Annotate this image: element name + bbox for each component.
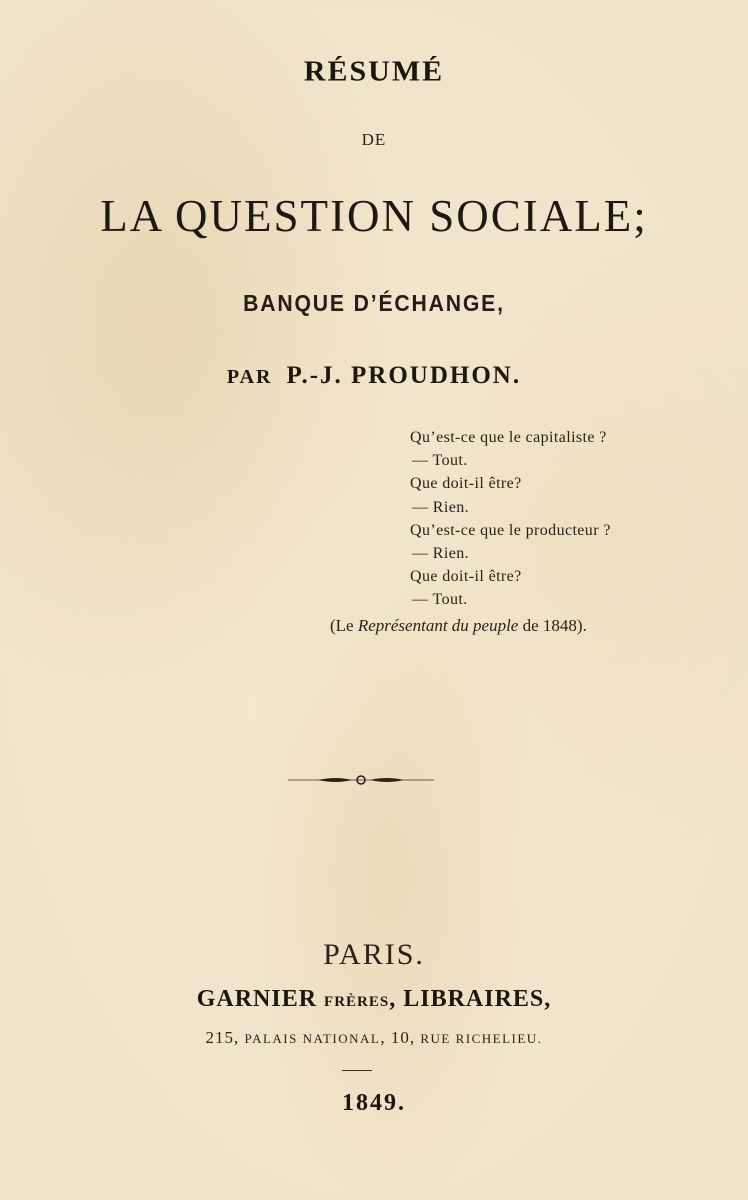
citation-rest: de 1848). [518, 616, 587, 635]
city: PARIS. [323, 938, 425, 971]
publisher-freres: FRÈRES [324, 994, 390, 1010]
publisher-libraires: , LIBRAIRES, [389, 986, 552, 1012]
publisher-name: GARNIER [196, 986, 318, 1012]
ornament-divider-icon [288, 770, 434, 790]
epigraph-citation [330, 616, 587, 636]
epigraph-line: Que doit-il être? [410, 475, 522, 493]
address-street-b: RUE RICHELIEU. [420, 1031, 543, 1046]
address-number-2: , 10, [380, 1028, 421, 1047]
year: 1849. [342, 1090, 406, 1116]
citation-open: (Le [330, 616, 358, 635]
title-resume: RÉSUMÉ [303, 55, 445, 88]
author-name: P.-J. PROUDHON. [286, 362, 522, 389]
epigraph-line: — Rien. [412, 498, 470, 516]
address-street-a: PALAIS NATIONAL [244, 1031, 381, 1046]
epigraph-line: — Tout. [412, 591, 468, 609]
address-number: 215, [205, 1028, 245, 1047]
main-title: LA QUESTION SOCIALE; [100, 191, 648, 241]
epigraph-line: Que doit-il être? [410, 568, 522, 586]
author-prefix: PAR [226, 366, 273, 388]
title-de: DE [361, 130, 387, 149]
epigraph-line: Qu’est-ce que le producteur ? [410, 521, 611, 539]
epigraph-line: — Rien. [412, 545, 470, 563]
citation-title: Représentant du peuple [357, 616, 519, 635]
author-line [0, 362, 748, 390]
epigraph-line: Qu’est-ce que le capitaliste ? [410, 429, 607, 446]
epigraph [410, 426, 611, 612]
publisher [0, 986, 748, 1013]
subtitle: BANQUE D’ÉCHANGE, [243, 290, 505, 316]
short-rule [342, 1070, 372, 1071]
address [0, 1028, 748, 1048]
epigraph-line: — Tout. [412, 452, 468, 470]
